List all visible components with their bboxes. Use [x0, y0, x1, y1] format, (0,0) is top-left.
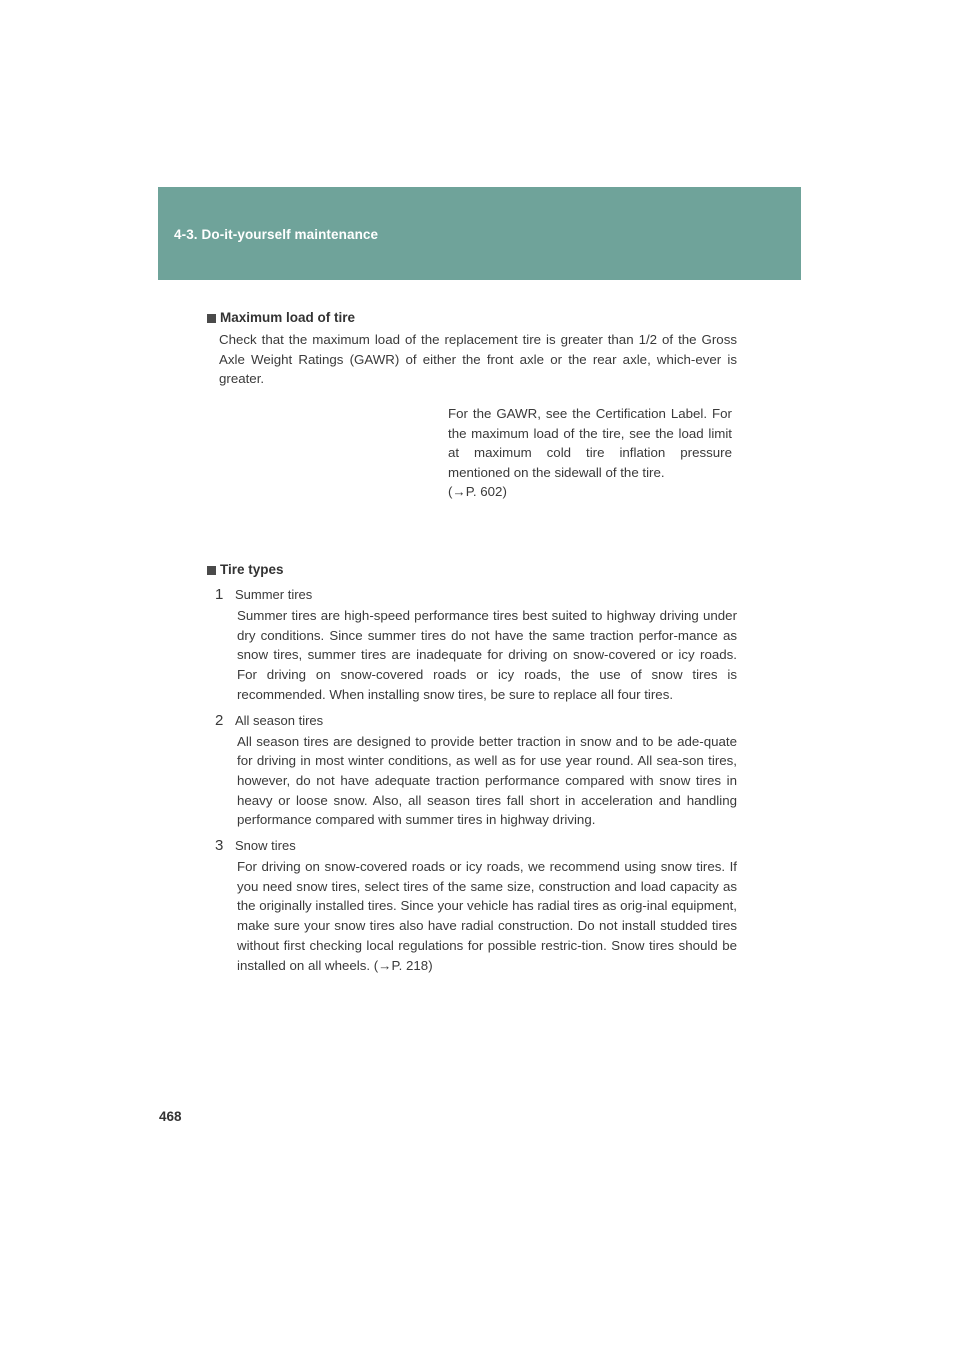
tire-types-heading [207, 561, 737, 579]
gawr-note [448, 404, 732, 502]
section-title: 4-3. Do-it-yourself maintenance [174, 227, 379, 242]
max-load-heading-text: Maximum load of tire [220, 310, 356, 325]
item-number: 2 [215, 711, 224, 729]
max-load-heading [207, 309, 737, 327]
list-item-summer-tires [207, 585, 737, 705]
item-number: 1 [215, 586, 224, 603]
page-number: 468 [159, 1109, 182, 1124]
tire-types-heading-text: Tire types [220, 562, 284, 577]
max-load-body: Check that the maximum load of the replacement tire is greater than 1/2 of the Gross Axle Weight Ratings (GAWR) of either the front axle or the rear axle, which-ever is greater. [219, 332, 737, 386]
square-bullet-icon [207, 566, 216, 575]
item-body: All season tires are designed to provide better traction in snow and to be ade-quate for driving in most winter conditions, as well as for use year round. All sea-son tires, however, do not have adequate traction performance compared with snow tires in heavy or loose snow. Also, all season tires fall short in acceleration and handling performance compared with summer tires in highway driving. [237, 733, 737, 828]
item-body: For driving on snow-covered roads or icy roads, we recommend using snow tires. If you need snow tires, select tires of the same size, construction and load capacity as the originally installed tires. Since your vehicle has radial tires as orig-inal equipment, make sure your snow tires also have radial construction. Do not install studded tires without first checking local regulations for possible restric-tion. Snow tires should be installed on all wheels. (→P. 218) [237, 859, 737, 973]
item-title: Summer tires [235, 587, 313, 602]
section-header-bar [158, 187, 801, 280]
max-load-section [207, 309, 737, 389]
list-item-all-season-tires [207, 711, 737, 831]
tire-types-section [207, 561, 737, 975]
list-item-snow-tires [207, 836, 737, 975]
item-title: All season tires [235, 712, 324, 728]
page-reference-link[interactable]: (→P. 602) [448, 484, 507, 499]
item-number: 3 [215, 837, 224, 855]
item-title: Snow tires [235, 838, 296, 854]
square-bullet-icon [207, 314, 216, 323]
item-body: Summer tires are high-speed performance tires best suited to highway driving under dry conditions. Since summer tires do not have the same traction perfor-mance as snow tires, summer tires are inadequate for driving on snow-covered or icy roads. For driving on snow-covered roads or icy roads, the use of snow tires is recommended. When installing snow tires, be sure to replace all four tires. [237, 608, 737, 702]
gawr-note-text: For the GAWR, see the Certification Label. For the maximum load of the tire, see the load limit at maximum cold tire inflation pressure mentioned on the sidewall of the tire. [448, 406, 732, 480]
